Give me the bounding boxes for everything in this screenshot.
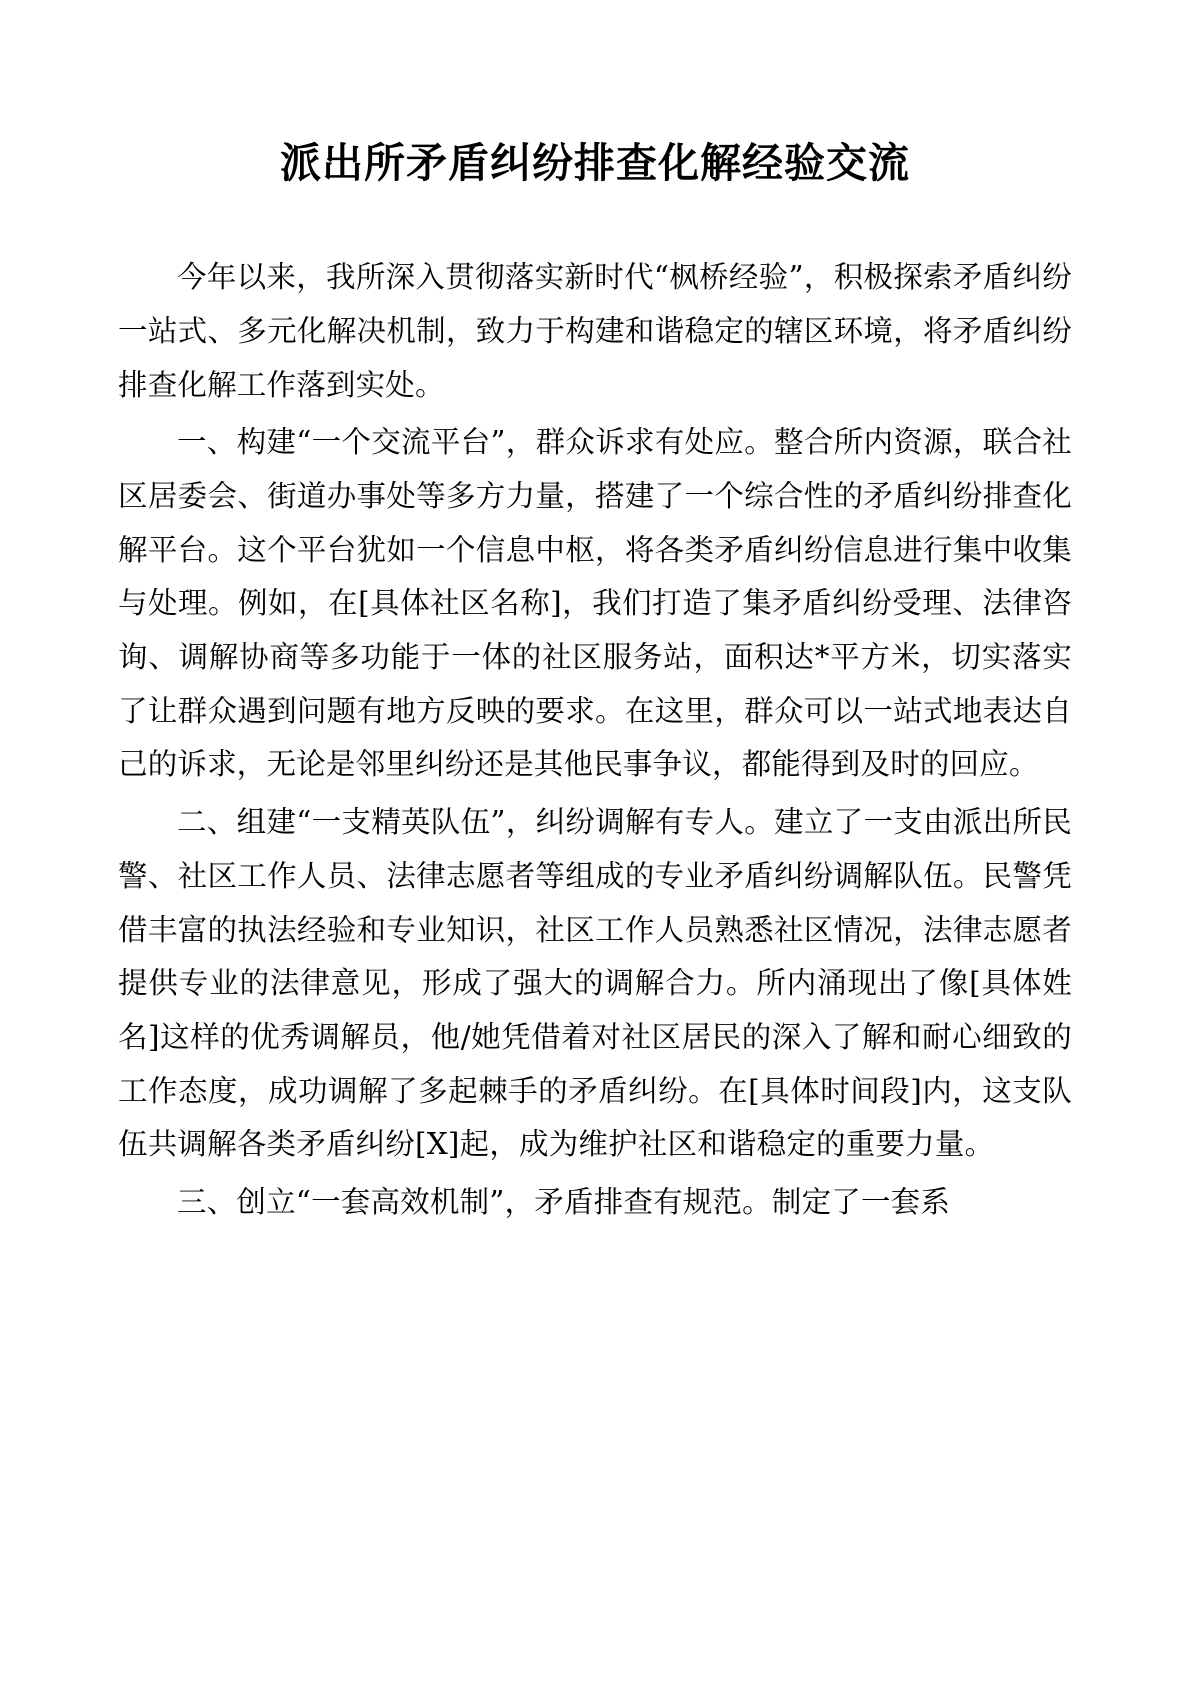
- page-title: 派出所矛盾纠纷排查化解经验交流: [280, 139, 910, 187]
- paragraph-intro: 今年以来，我所深入贯彻落实新时代“枫桥经验”，积极探索矛盾纠纷一站式、多元化解决机制，致力于构建和谐稳定的辖区环境，将矛盾纠纷排查化解工作落到实处。: [118, 260, 1072, 402]
- paragraph-section-two: 二、组建“一支精英队伍”，纠纷调解有专人。建立了一支由派出所民警、社区工作人员、法律志愿者等组成的专业矛盾纠纷调解队伍。民警凭借丰富的执法经验和专业知识，社区工作人员熟悉社区情况，法律志愿者提供专业的法律意见，形成了强大的调解合力。所内涌现出了像[具体姓名]这样的优秀调解员，他/她凭借着对社区居民的深入了解和耐心细致的工作态度，成功调解了多起棘手的矛盾纠纷。在[具体时间段]内，这支队伍共调解各类矛盾纠纷[X]起，成为维护社区和谐稳定的重要力量。: [118, 805, 1072, 1162]
- paragraph-section-three: 三、创立“一套高效机制”，矛盾排查有规范。制定了一套系: [177, 1184, 951, 1219]
- document-body: [118, 251, 1072, 1229]
- paragraph-section-one: 一、构建“一个交流平台”，群众诉求有处应。整合所内资源，联合社区居委会、街道办事处等多方力量，搭建了一个综合性的矛盾纠纷排查化解平台。这个平台犹如一个信息中枢，将各类矛盾纠纷信息进行集中收集与处理。例如，在[具体社区名称]，我们打造了集矛盾纠纷受理、法律咨询、调解协商等多功能于一体的社区服务站，面积达*平方米，切实落实了让群众遇到问题有地方反映的要求。在这里，群众可以一站式地表达自己的诉求，无论是邻里纠纷还是其他民事争议，都能得到及时的回应。: [118, 425, 1072, 782]
